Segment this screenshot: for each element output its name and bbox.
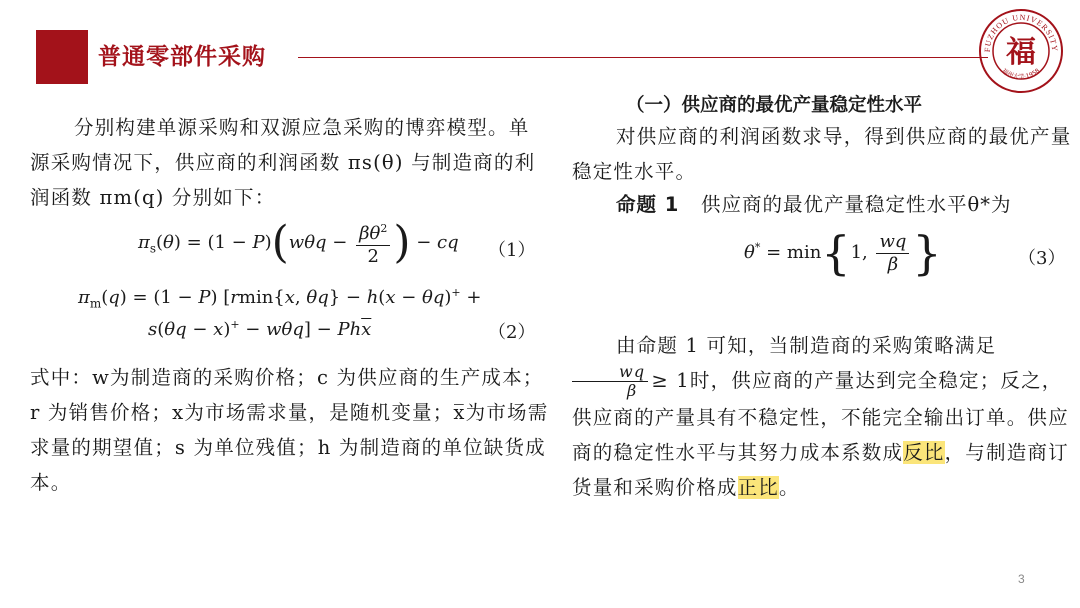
proposition-text: 供应商的最优产量稳定性水平θ*为 (700, 193, 1012, 216)
equation-1-number: （1） (488, 240, 536, 261)
equation-2-number: （2） (488, 322, 536, 343)
title-divider (298, 57, 988, 58)
intro-paragraph: 分别构建单源采购和双源应急采购的博弈模型。单源采购情况下，供应商的利润函数 πs(θ) 与制造商的利润函数 πm(q) 分别如下： (30, 116, 536, 209)
logo-text-top: FUZHOU UNIVERSITY (982, 12, 1060, 53)
title-accent-block (36, 30, 88, 84)
equation-2-line-1: $\pi_m(q) = (1 - P)$ [rmin{x, θq} − h(x − θq)+ + (78, 286, 482, 311)
equation-1: $\pi_s(\theta) = (1 - P)(w\theta q$ − $\frac{\beta\theta^2}{2}$ ) − cq (138, 217, 459, 268)
conclusion-part-d: 。 (779, 476, 800, 499)
inline-fraction-wq-beta: $\frac{wq}{\beta}$ (572, 363, 648, 400)
conclusion-part-c: ，与制造商订货量和采购价格成 (572, 441, 1069, 499)
conclusion-paragraph (572, 328, 1072, 505)
derivative-paragraph: 对供应商的利润函数求导，得到供应商的最优产量稳定性水平。 (572, 125, 1072, 183)
highlight-direct: 正比 (737, 476, 780, 499)
equation-2-line-2: $s(\theta q - x)^+ - w\theta q] - Ph\overline{x}$ (148, 318, 372, 340)
proposition-label: 命题 1 (616, 193, 680, 216)
page-number: 3 (1018, 572, 1025, 586)
logo-char: 福 (1006, 35, 1036, 70)
proposition-1 (616, 190, 1011, 220)
equation-3: θ* = min{1, $\frac{wq}{\beta}$ } (744, 226, 942, 280)
university-seal-icon (978, 8, 1064, 94)
equation-3-number: （3） (1018, 248, 1066, 269)
conclusion-part-b: ≥ 1时，供应商的产量达到完全稳定；反之，供应商的产量具有不稳定性，不能完全输出订单。供应商的稳定性水平与其努力成本系数成 (572, 369, 1069, 464)
section-heading: （一）供应商的最优产量稳定性水平 (626, 95, 923, 116)
conclusion-part-a: 由命题 1 可知，当制造商的采购策略满足 (616, 334, 997, 357)
slide-title: 普通零部件采购 (98, 44, 266, 70)
variable-definitions: 式中：w为制造商的采购价格；c 为供应商的生产成本；r 为销售价格；x为市场需求量，是随机变量；x̅为市场需求量的期望值；s 为单位残值；h 为制造商的单位缺货成本。 (30, 366, 549, 494)
logo-text-bottom: 福州大学·1958 (1000, 67, 1042, 81)
highlight-inverse: 反比 (903, 441, 945, 464)
